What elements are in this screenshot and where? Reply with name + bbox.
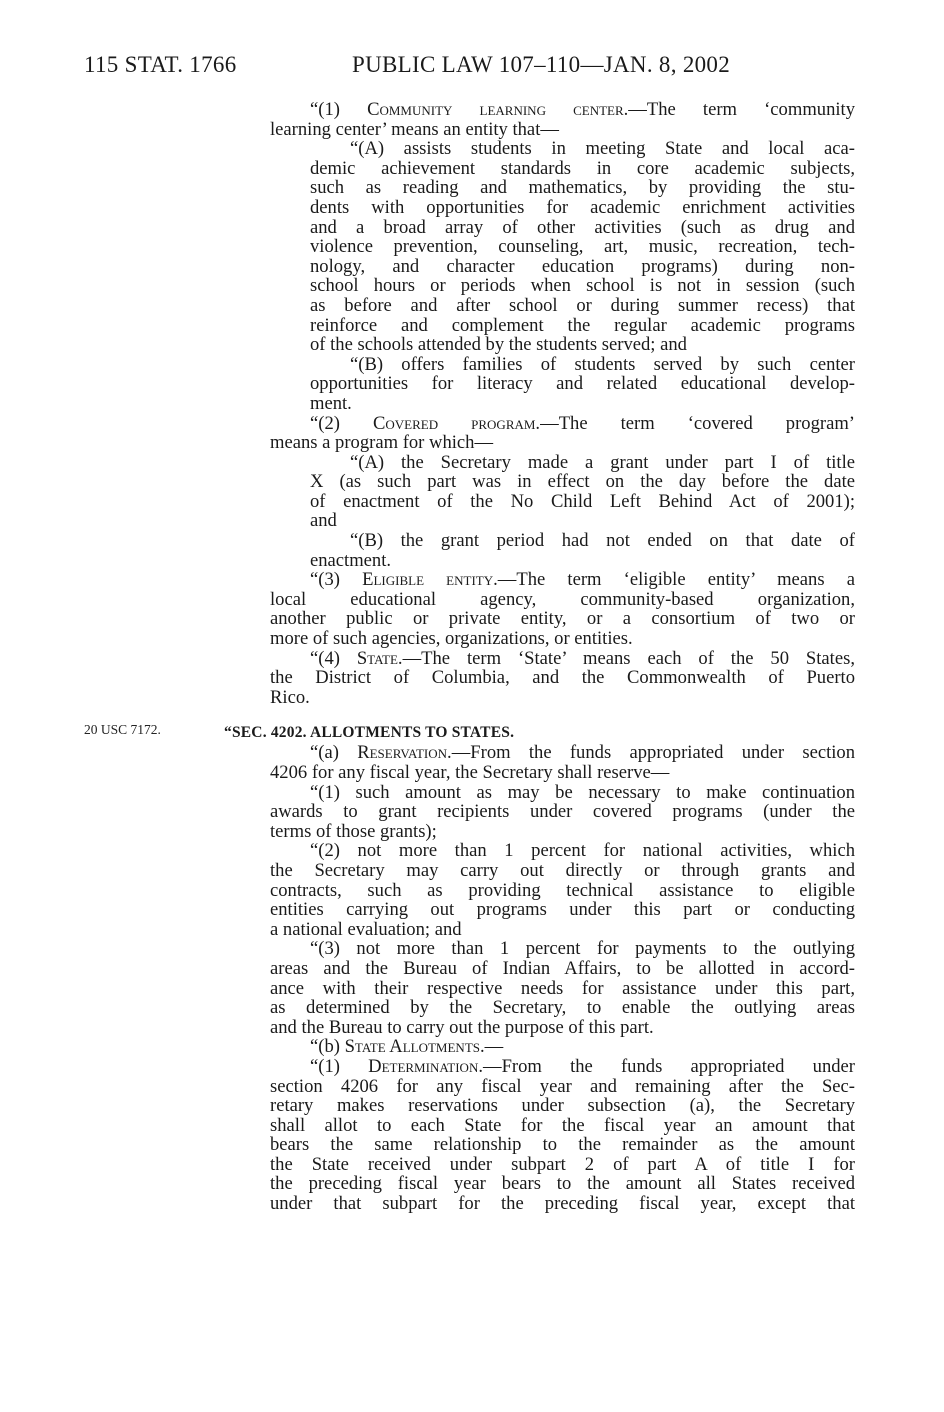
paragraph-2-line: a national evaluation; and [270, 918, 462, 940]
clause-a-line: of the schools attended by the students served; and [310, 334, 687, 356]
definition-heading: Eligible entity. [362, 569, 498, 591]
clause-a-line: X (as such part was in effect on the day before the date [310, 471, 855, 493]
paragraph-heading: Determination. [368, 1055, 483, 1077]
paragraph-2-line: the Secretary may carry out directly or through grants and [270, 859, 855, 881]
margin-citation: 20 USC 7172. [84, 722, 161, 737]
paragraph-3-line: areas and the Bureau of Indian Affairs, to be allotted in accord- [270, 957, 855, 979]
definition-eligible-entity-line1: “(3) Eligible entity.—The term ‘eligible entity’ means a [310, 569, 855, 591]
clause-b-line: “(B) the grant period had not ended on that date of [350, 530, 855, 552]
definition-eligible-entity-line: more of such agencies, organizations, or entities. [270, 628, 633, 650]
document-body [224, 99, 856, 1215]
determination-line: section 4206 for any fiscal year and remaining after the Sec- [270, 1075, 855, 1097]
clause-b-line: opportunities for literacy and related educational develop- [310, 373, 855, 395]
definition-heading: State. [356, 647, 403, 669]
paragraph-3-line: as determined by the Secretary, to enable the outlying areas [270, 997, 855, 1019]
definition-heading: Covered program. [372, 412, 541, 434]
clause-a-line: nology, and character education programs) during non- [310, 255, 855, 277]
clause-a-line: reinforce and complement the regular academic programs [310, 314, 855, 336]
definition-community-learning-center-line1: “(1) Community learning center.—The term ‘community [310, 99, 856, 120]
paragraph-1-line: terms of those grants); [270, 820, 437, 842]
page-id: 115 STAT. 1766 [84, 52, 237, 77]
definition-state-line: the District of Columbia, and the Commonwealth of Puerto [270, 667, 855, 689]
definition-state-line1: “(4) State.—The term ‘State’ means each of the 50 States, [310, 647, 855, 669]
determination-line: the preceding fiscal year bears to the amount all States received [270, 1173, 855, 1195]
clause-a-line: as before and after school or during summer recess) that [310, 294, 855, 316]
clause-a-line: “(A) the Secretary made a grant under part I of title [350, 451, 855, 473]
subsection-b-heading: “(b) State Allotments.— [310, 1036, 504, 1058]
law-title: PUBLIC LAW 107–110—JAN. 8, 2002 [352, 52, 731, 77]
subsection-heading: State Allotments. [344, 1036, 485, 1058]
clause-a-line: violence prevention, counseling, art, music, recreation, tech- [310, 236, 855, 258]
paragraph-2-line: contracts, such as providing technical assistance to eligible [270, 879, 855, 901]
definition-eligible-entity-line: local educational agency, community-based organization, [270, 588, 855, 610]
page-header [84, 52, 864, 84]
definition-heading: Community learning center. [367, 99, 629, 120]
clause-a-line: such as reading and mathematics, by providing the stu- [310, 177, 855, 199]
determination-line1: “(1) Determination.—From the funds appropriated under [310, 1055, 855, 1077]
clause-a-line: demic achievement standards in core academic subjects, [310, 157, 855, 179]
clause-a-line: school hours or periods when school is not in session (such [310, 275, 855, 297]
paragraph-2-line: “(2) not more than 1 percent for national activities, which [310, 840, 855, 862]
definition-covered-program-line1: “(2) Covered program.—The term ‘covered program’ [310, 412, 855, 434]
paragraph-1-line: awards to grant recipients under covered programs (under the [270, 801, 855, 823]
definition-state-line: Rico. [270, 686, 310, 708]
definition-covered-program-line2: means a program for which— [270, 432, 494, 454]
determination-line: the State received under subpart 2 of part A of title I for [270, 1153, 855, 1175]
determination-line: bears the same relationship to the remainder as the amount [270, 1134, 855, 1156]
clause-a-line: “(A) assists students in meeting State and local aca- [350, 138, 855, 160]
paragraph-3-line: ance with their respective needs for assistance under this part, [270, 977, 855, 999]
clause-a-line: dents with opportunities for academic enrichment activities [310, 196, 855, 218]
paragraph-3-line: and the Bureau to carry out the purpose of this part. [270, 1016, 654, 1038]
clause-a-line: of enactment of the No Child Left Behind Act of 2001); [310, 490, 855, 512]
determination-line: under that subpart for the preceding fiscal year, except that [270, 1193, 855, 1215]
clause-a-line: and [310, 510, 337, 532]
subsection-a-line2: 4206 for any fiscal year, the Secretary shall reserve— [270, 762, 670, 783]
paragraph-1-line: “(1) such amount as may be necessary to make continuation [310, 781, 855, 803]
clause-b-line: enactment. [310, 549, 392, 571]
paragraph-3-line: “(3) not more than 1 percent for payments to the outlying [310, 938, 855, 960]
definition-community-learning-center-line2: learning center’ means an entity that— [270, 118, 559, 140]
clause-b-line: ment. [310, 392, 352, 414]
clause-a-line: and a broad array of other activities (such as drug and [310, 216, 855, 238]
definition-eligible-entity-line: another public or private entity, or a consortium of two or [270, 608, 855, 630]
determination-line: shall allot to each State for the fiscal year an amount that [270, 1114, 855, 1136]
paragraph-2-line: entities carrying out programs under this part or conducting [270, 899, 855, 921]
determination-line: retary makes reservations under subsection (a), the Secretary [270, 1095, 855, 1117]
subsection-a-line1: “(a) Reservation.—From the funds appropriated under section [310, 742, 856, 764]
clause-b-line: “(B) offers families of students served by such center [350, 353, 855, 375]
subsection-heading: Reservation. [357, 742, 452, 764]
section-heading: “SEC. 4202. ALLOTMENTS TO STATES. [224, 724, 515, 742]
